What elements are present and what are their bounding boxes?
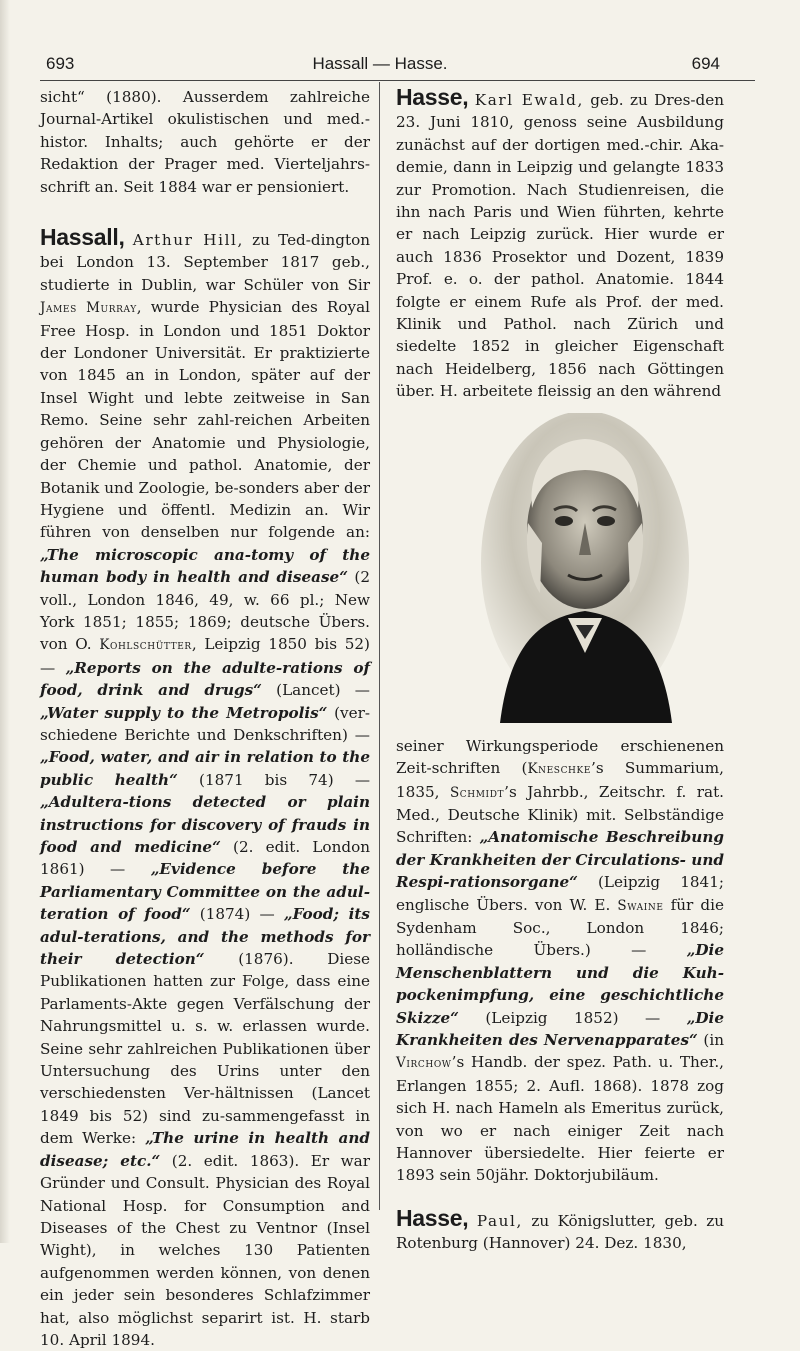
- work-title: „Die Menschenblattern und die Kuh-pockenimpfung, eine geschichtliche Skizze“: [396, 941, 724, 1027]
- work-title: „Die Krankheiten des Nervenapparates“: [396, 1008, 724, 1049]
- entry-headword: Hasse,: [396, 1204, 469, 1231]
- work-title: „Anatomische Beschreibung der Krankheiten der Circulations- und Respi-rationsorgane“: [396, 828, 724, 892]
- entry-hassall: Hassall, Arthur Hill, zu Ted-dington bei London 13. September 1817 geb., studierte in Dublin, war Schüler von Sir James Murray, wurde Physician des Royal Free Hosp. in London und 1851 Doktor der Londoner Universität. Er praktizierte von 1845 an in London, später auf der Insel Wight und lebte zeitweise in San Remo. Seine sehr zahl-reichen Arbeiten gehören der Anatomie und Physiologie, der Chemie und pathol. Anatomie, der Botanik und Zoologie, be-sonders aber der Hygiene und öffentl. Medizin an. Wir führen von denselben nur folgende an: „The microscopic ana-tomy of the human body in health and disease“ (2 voll., London 1846, 49, w. 66 pl.; New York 1851; 1855; 1869; deutsche Übers. von O. Kohlschütter, Leipzig 1850 bis 52) — „Reports on the adulte-rations of food, drink and drugs“ (Lancet) — „Water supply to the Metropolis“ (ver-schiedene Berichte und Denkschriften) — „Food, water, and air in relation to the public health“ (1871 bis 74) — „Adultera-tions detected or plain instructions for discovery of frauds in food and medicine“ (2. edit. London 1861) — „Evidence before the Parliamentary Committee on the adul-teration of food“ (1874) — „Food; its adul-terations, and the methods for their detection“ (1876). Diese Publikationen hatten zur Folge, dass eine Parlaments-Akte gegen Verfälschung der Nahrungsmittel u. s. w. erlassen wurde. Seine sehr zahlreichen Publikationen über Untersuchung des Urins unter den verschiedensten Ver-hältnissen (Lancet 1849 bis 52) sind zu-sammengefasst in dem Werke: „The urine in health and disease; etc.“ (2. edit. 1863). Er war Gründer und Consult. Physician des Royal National Hosp. for Consumption and Diseases of the Chest zu Ventnor (Insel Wight), in welches 130 Patienten aufgenommen werden können, von denen ein jeder sein besonderes Schlafzimmer hat, also möglichst separirt ist. H. starb 10. April 1894.: [40, 224, 371, 1349]
- page-number-right: 694: [691, 54, 720, 73]
- entry-headword: Hassall,: [40, 224, 125, 251]
- entry-headword: Hasse,: [396, 84, 469, 110]
- entry-hasse-paul: Hasse, Paul, zu Königslutter, geb. zu Rotenburg (Hannover) 24. Dez. 1830,: [396, 1204, 725, 1253]
- right-column: [396, 86, 724, 1255]
- person-name: Swaine: [617, 897, 664, 914]
- work-title: „Food; its adul-terations, and the methods for their detection“: [40, 905, 370, 969]
- work-title: „The urine in health and disease; etc.“: [40, 1129, 371, 1170]
- person-name: Kohlschütter: [99, 637, 192, 654]
- work-title: „The microscopic ana-tomy of the human body in health and disease“: [40, 545, 370, 587]
- entry-firstnames: Paul,: [476, 1211, 523, 1230]
- work-title: „Reports on the adulte-rations of food, drink and drugs“: [40, 658, 370, 700]
- person-name: James Murray: [40, 300, 137, 317]
- entry-hasse-karl: Hasse, Karl Ewald, geb. zu Dres-den 23. Juni 1810, genoss seine Ausbildung zunächst auf der dortigen med.-chir. Aka-demie, dann in Leipzig und gelangte 1833 zur Promotion. Nach Studienreisen, die ihn nach Paris und Wien führten, kehrte er nach Leipzig zurück. Hier wurde er auch 1836 Prosektor und Dozent, 1839 Prof. e. o. der pathol. Anatomie. 1844 folgte er einem Rufe als Prof. der med. Klinik und Pathol. nach Zürich und siedelte 1852 in gleicher Eigenschaft nach Heidelberg, 1856 nach Göttingen über. H. arbeitete fleissig an den während: [396, 84, 725, 401]
- page-number-left: 693: [46, 54, 75, 73]
- person-name: Schmidt: [449, 784, 505, 801]
- person-name: Kneschke: [527, 761, 591, 778]
- work-title: „Water supply to the Metropolis“: [40, 703, 328, 722]
- page-header: [40, 54, 720, 82]
- continued-paragraph: sicht“ (1880). Ausserdem zahlreiche Journal-Artikel okulistischen und med.-histor. Inhalts; auch gehörte er der Redaktion der Prager med. Vierteljahrs-schrift an. Seit 1884 war er pensioniert.: [40, 88, 370, 196]
- column-divider: [379, 82, 380, 1210]
- portrait-image: [480, 413, 690, 723]
- entry-firstnames: Arthur Hill,: [132, 231, 244, 250]
- header-rule: [40, 80, 755, 81]
- scan-edge: [0, 0, 10, 1243]
- work-title: „Food, water, and air in relation to the public health“: [40, 748, 370, 789]
- running-title: Hassall — Hasse.: [312, 54, 448, 73]
- person-name: Virchow: [396, 1055, 452, 1072]
- work-title: „Adultera-tions detected or plain instructions for discovery of frauds in food and medicine“: [40, 793, 370, 856]
- entry-firstnames: Karl Ewald,: [474, 91, 584, 109]
- entry-hasse-karl-cont: seiner Wirkungsperiode erschienenen Zeit-schriften (Kneschke’s Summarium, 1835, Schmidt’s Jahrbb., Zeitschr. f. rat. Med., Deutsche Klinik) mit. Selbständige Schriften: „Anatomische Beschreibung der Krankheiten der Circulations- und Respi-rationsorgane“ (Leipzig 1841; englische Übers. von W. E. Swaine für die Sydenham Soc., London 1846; holländische Übers.) — „Die Menschenblattern und die Kuh-pockenimpfung, eine geschichtliche Skizze“ (Leipzig 1852) — „Die Krankheiten des Nervenapparates“ (in Virchow’s Handb. der spez. Path. u. Ther., Erlangen 1855; 2. Aufl. 1868). 1878 zog sich H. nach Hameln als Emeritus zurück, von wo er nach einiger Zeit nach Hannover übersiedelte. Hier feierte er 1893 sein 50jähr. Doktorjubiläum.: [396, 736, 725, 1185]
- left-column: [40, 86, 370, 1351]
- work-title: „Evidence before the Parliamentary Committee on the adul-teration of food“: [40, 860, 370, 924]
